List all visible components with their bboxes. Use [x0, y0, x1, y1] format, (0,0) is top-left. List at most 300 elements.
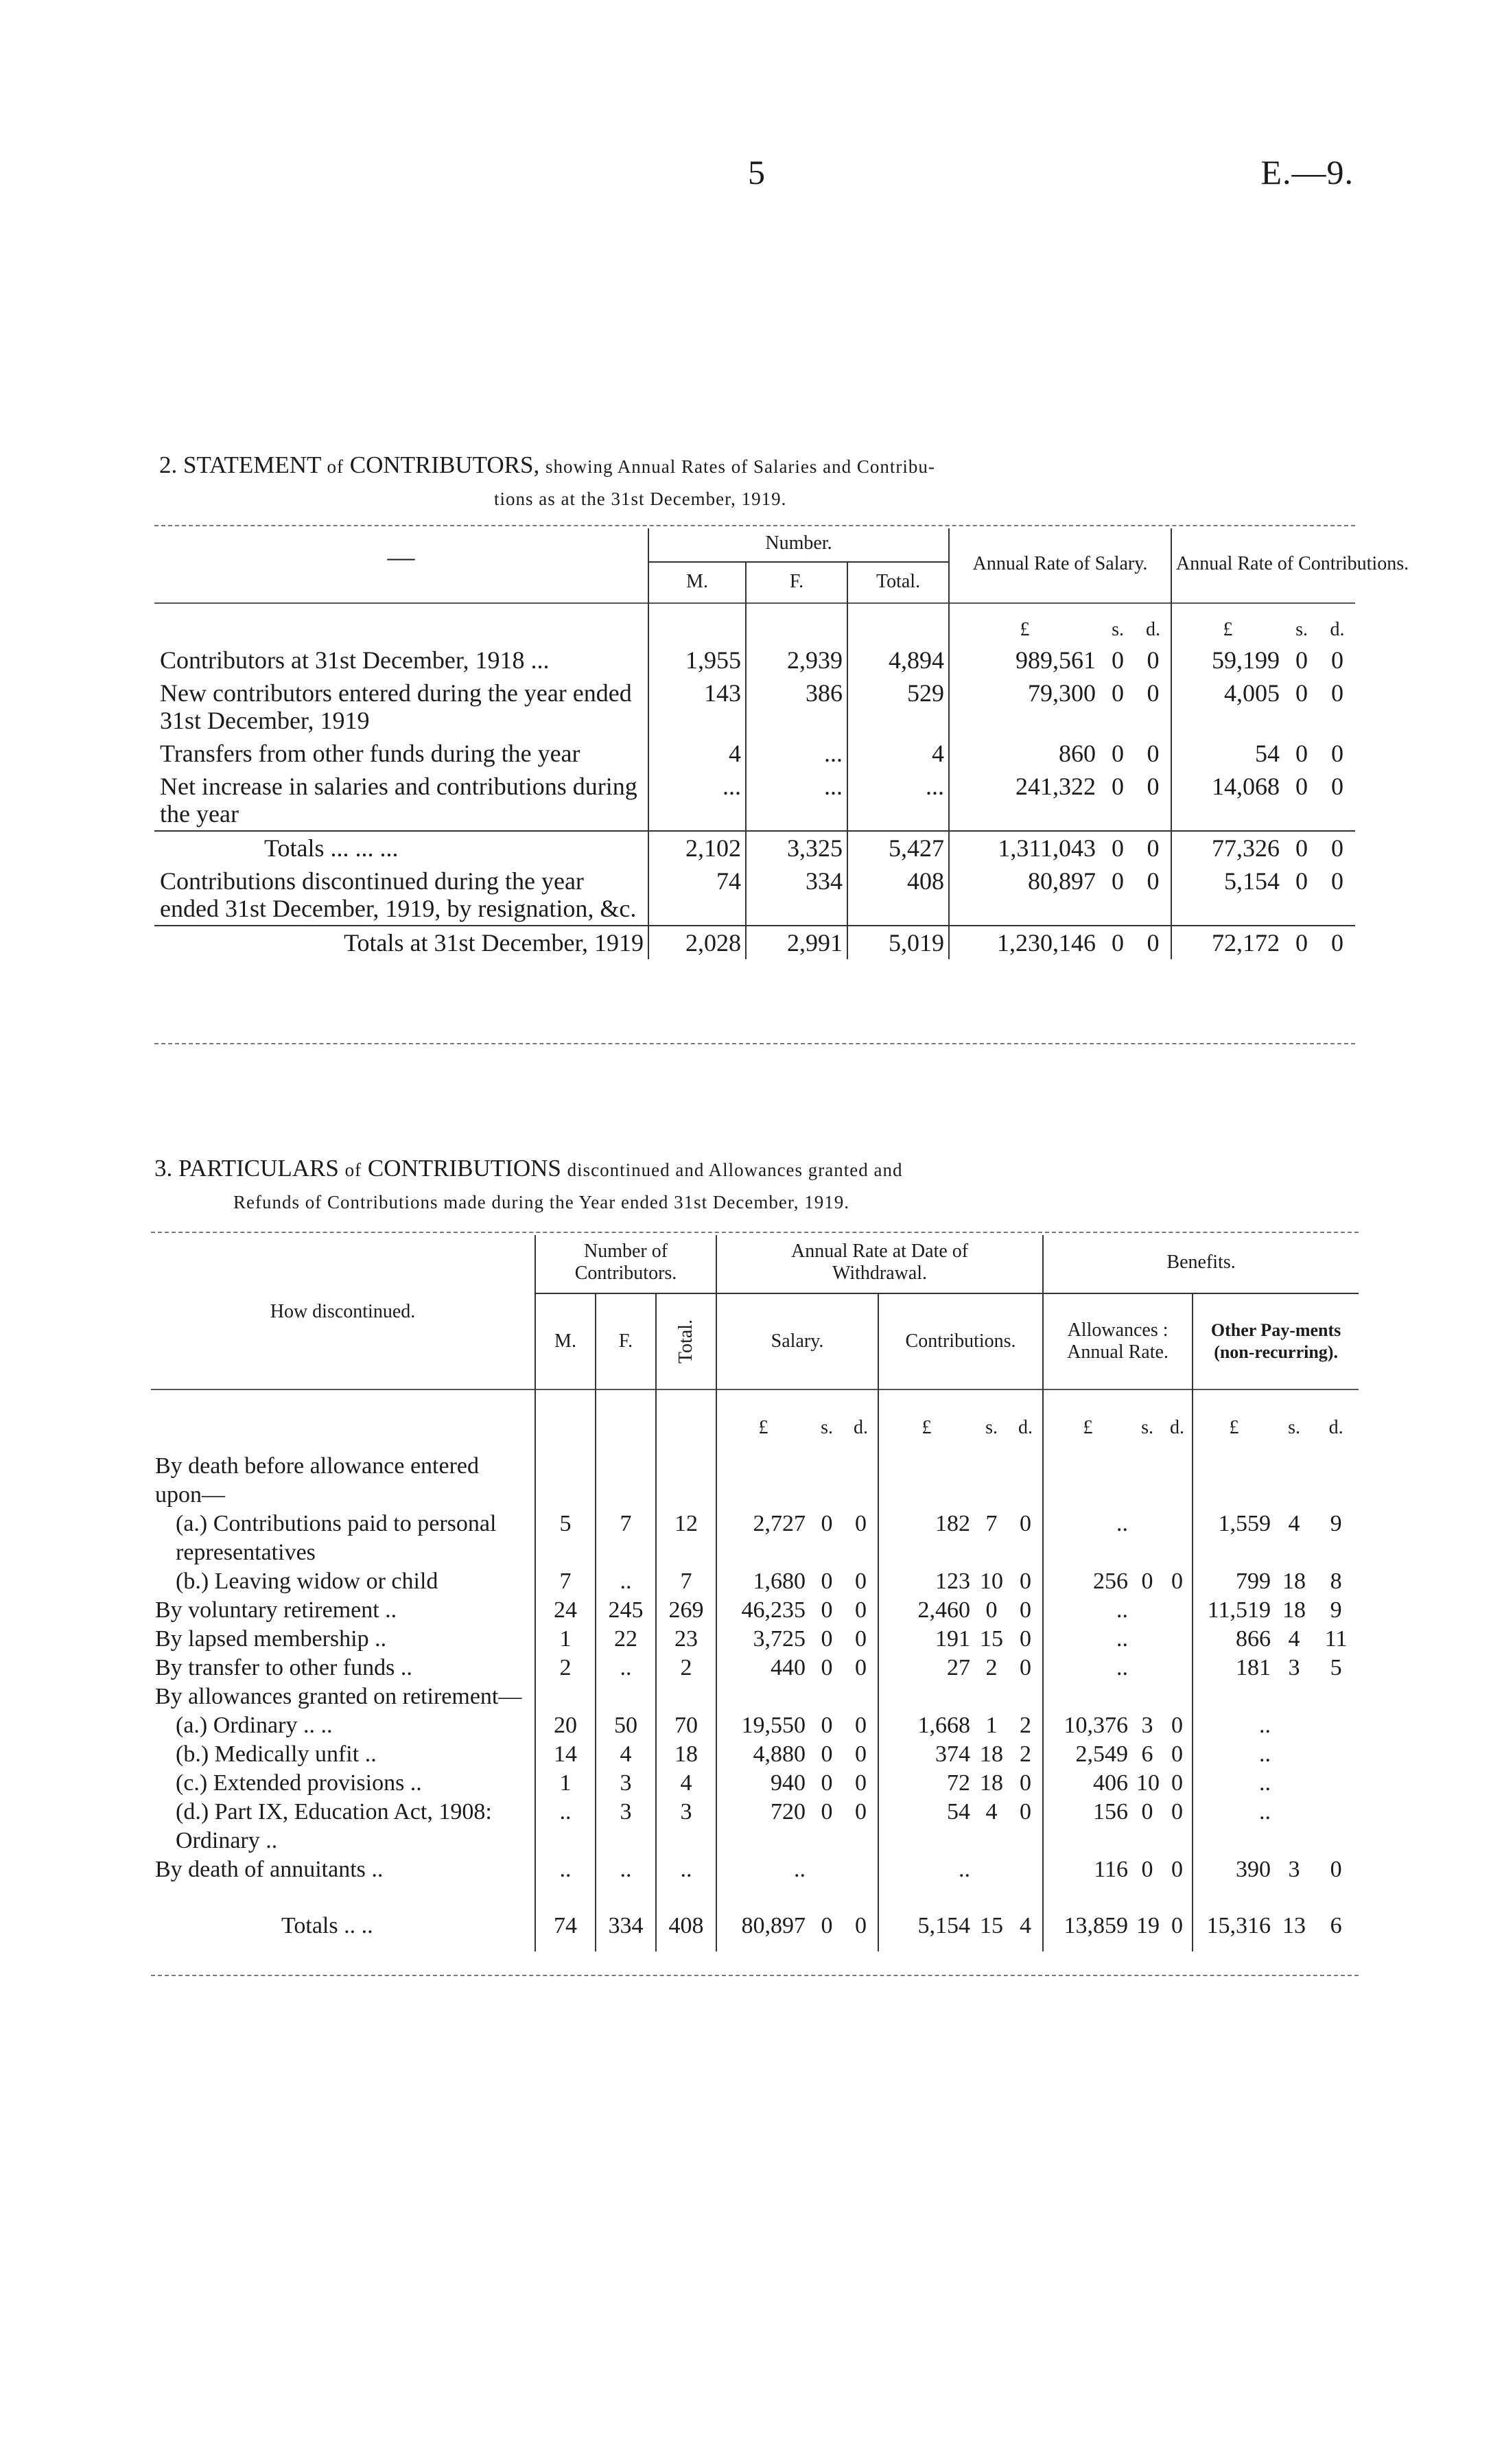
table2-cell-sal: 989,561 — [949, 644, 1100, 677]
table3-cell-ot: 15,316 — [1193, 1884, 1275, 1951]
table3-cell-as — [1132, 1682, 1162, 1711]
table3-cell-al: .. — [1043, 1596, 1132, 1625]
table3-cell-label: By transfer to other funds .. — [155, 1655, 412, 1680]
table3-cell-f: 4 — [596, 1740, 656, 1769]
table2-cell-f: 2,939 — [746, 644, 847, 677]
table3-cell-con — [878, 1442, 974, 1510]
table3-cell-od: 11 — [1324, 1626, 1348, 1652]
table2-cell-con: 14,068 — [1171, 770, 1284, 831]
table3-cell-con: 5,154 — [878, 1884, 974, 1951]
table2-unit-row — [154, 603, 1355, 644]
table3-cell-al — [1043, 1682, 1132, 1711]
table3-unit-al-d: d. — [1170, 1417, 1185, 1438]
table3-cell-label: (b.) Leaving widow or child — [176, 1569, 438, 1594]
table2-cell-ss: 0 — [1112, 740, 1125, 767]
table3-cell-sal: 46,235 — [716, 1596, 810, 1625]
table3-cell-label: By death of annuitants .. — [155, 1857, 384, 1882]
table2-row — [154, 770, 1355, 831]
table3-cell-f: 245 — [596, 1596, 656, 1625]
table3-row — [151, 1682, 1359, 1711]
table3-cell-od — [1313, 1798, 1359, 1855]
table3-cell-as: 0 — [1141, 1569, 1153, 1594]
table3-cell-os — [1275, 1798, 1313, 1855]
table3-cell-as — [1132, 1442, 1162, 1510]
table3-cell-sd: 0 — [855, 1770, 867, 1796]
table3-row — [151, 1884, 1359, 1951]
table3-cell-ad: 0 — [1171, 1799, 1184, 1824]
table2-cell-sal: 79,300 — [949, 677, 1100, 737]
table3-cell-ot: .. — [1193, 1711, 1275, 1740]
table2-row — [154, 831, 1355, 865]
table2-cell-cd: 0 — [1331, 867, 1344, 895]
table2-cell-cs: 0 — [1295, 773, 1308, 800]
table3-cell-ss: 0 — [821, 1569, 833, 1594]
table2-cell-sal: 80,897 — [949, 865, 1100, 926]
table3-cell-as: 10 — [1136, 1770, 1160, 1796]
table2-cell-f: ... — [746, 737, 847, 770]
table3-cell-sal: 3,725 — [716, 1625, 810, 1654]
table3-cell-con — [878, 1682, 974, 1711]
table3-cell-f: 334 — [596, 1884, 656, 1951]
table3-cell-ot: 11,519 — [1193, 1596, 1275, 1625]
table3-cell-ad — [1162, 1442, 1193, 1510]
table3-cell-cd: 4 — [1020, 1913, 1032, 1938]
table3-cell-t: 408 — [656, 1884, 716, 1951]
table3-cell-sal: .. — [716, 1855, 810, 1884]
table2-title-num: 2. STATEMENT — [159, 451, 321, 478]
table2-unit-m — [648, 603, 746, 644]
table2-unit-f — [746, 603, 847, 644]
table3-cell-os: 4 — [1288, 1626, 1300, 1652]
table3-title-num: 3. PARTICULARS — [154, 1155, 339, 1182]
table3-cell-cs: 15 — [980, 1626, 1004, 1652]
table2-cell-f: 334 — [746, 865, 847, 926]
table3-cell-ot: 181 — [1193, 1654, 1275, 1682]
table3-cell-ss: 0 — [821, 1713, 833, 1738]
table3-cell-as: 6 — [1141, 1741, 1153, 1767]
table3-cell-sd — [844, 1682, 878, 1711]
table2-cell-ss: 0 — [1100, 831, 1136, 865]
table3-cell-od: 8 — [1330, 1569, 1342, 1594]
table3-cell-as — [1132, 1510, 1162, 1567]
table3-cell-al: 156 — [1043, 1798, 1132, 1855]
table2-cell-cd: 0 — [1331, 740, 1344, 767]
table2-cell-t: 408 — [847, 865, 949, 926]
table2-title-main: CONTRIBUTORS, — [349, 451, 540, 478]
table3-cell-ad — [1162, 1654, 1193, 1682]
table3-cell-al: 10,376 — [1043, 1711, 1132, 1740]
table2-header-f: F. — [746, 562, 847, 603]
table2-unit-d: d. — [1146, 619, 1161, 640]
table3-cell-as — [1132, 1625, 1162, 1654]
table3-cell-f: 50 — [596, 1711, 656, 1740]
table2-unit-blank — [154, 603, 648, 644]
table3-cell-os: 18 — [1282, 1569, 1306, 1594]
table3-unit-sal-d: d. — [854, 1417, 869, 1438]
table3-cell-od: 9 — [1330, 1511, 1342, 1536]
table2-unit-s2: s. — [1295, 619, 1308, 640]
table2-cell-sd: 0 — [1147, 867, 1160, 895]
table3-cell-os — [1275, 1711, 1313, 1740]
table2-cell-m: ... — [648, 770, 746, 831]
table2-header-number: Number. — [648, 528, 949, 562]
table3-cell-m: 20 — [535, 1711, 596, 1740]
table2-header-dash: — — [387, 541, 415, 572]
table3-cell-al: .. — [1043, 1625, 1132, 1654]
table3-header-other: Other Pay-ments (non-recurring). — [1193, 1293, 1359, 1389]
table3-cell-ss: 0 — [821, 1741, 833, 1767]
table3-cell-label: (c.) Extended provisions .. — [176, 1770, 422, 1796]
table3-cell-sal: 440 — [716, 1654, 810, 1682]
table2-cell-con: 4,005 — [1171, 677, 1284, 737]
table2-cell-sd: 0 — [1147, 646, 1160, 674]
table3-header-total-text: Total. — [675, 1319, 697, 1364]
table3-cell-t: 2 — [656, 1654, 716, 1682]
table3-cell-sal — [716, 1442, 810, 1510]
table3-cell-t: 4 — [656, 1769, 716, 1798]
table3-cell-con: 54 — [878, 1798, 974, 1855]
table3-cell-ad: 0 — [1171, 1741, 1184, 1767]
table3-unit-ot-s: s. — [1288, 1417, 1300, 1438]
table3-row — [151, 1769, 1359, 1798]
table3-header-salary: Salary. — [716, 1293, 878, 1389]
table3-cell-as: 19 — [1136, 1913, 1160, 1938]
table3-cell-sal: 2,727 — [716, 1510, 810, 1567]
table3-cell-od: 5 — [1330, 1655, 1342, 1680]
table2-unit-pound: £ — [949, 603, 1100, 644]
table3-cell-os — [1275, 1740, 1313, 1769]
table3-cell-cd — [1009, 1442, 1043, 1510]
table2-cell-con: 54 — [1171, 737, 1284, 770]
table3-cell-ad — [1162, 1510, 1193, 1567]
table3-cell-od: 6 — [1330, 1913, 1342, 1938]
table3-row — [151, 1855, 1359, 1884]
table2-cell-f: 386 — [746, 677, 847, 737]
table3-cell-sal: 80,897 — [716, 1884, 810, 1951]
table3-cell-label: Totals .. .. — [281, 1913, 373, 1938]
table3-cell-cd: 0 — [1020, 1770, 1032, 1796]
table2-cell-ss: 0 — [1100, 926, 1136, 959]
table2-title-rest2: tions as at the 31st December, 1919. — [494, 489, 787, 509]
table2-cell-ss: 0 — [1112, 646, 1125, 674]
table3-cell-cd: 0 — [1020, 1799, 1032, 1824]
table2-top-rule — [154, 525, 1355, 526]
table3-cell-sal: 4,880 — [716, 1740, 810, 1769]
table3-unit-con-d: d. — [1018, 1417, 1033, 1438]
table2-cell-cd: 0 — [1319, 831, 1355, 865]
table3-cell-cd — [1009, 1855, 1043, 1884]
table3-cell-m: 2 — [535, 1654, 596, 1682]
table2-cell-label: Contributions discontinued during the year ended 31st December, 1919, by resignation, &c. — [160, 867, 637, 922]
table3-cell-m: 74 — [535, 1884, 596, 1951]
table2-header-blank — [154, 528, 648, 603]
table2-cell-f: 3,325 — [746, 831, 847, 865]
table3-cell-cs: 15 — [980, 1913, 1004, 1938]
table3-unit-al-s: s. — [1141, 1417, 1153, 1438]
table3-header-allowances: Allowances : Annual Rate. — [1043, 1293, 1193, 1389]
table3-cell-ss: 0 — [821, 1799, 833, 1824]
table2-cell-label: Totals at 31st December, 1919 — [154, 926, 648, 959]
table2-header-total: Total. — [847, 562, 949, 603]
table3-cell-ad — [1162, 1596, 1193, 1625]
table3-cell-od — [1313, 1740, 1359, 1769]
table3-header-f: F. — [596, 1293, 656, 1389]
table2-cell-ss: 0 — [1112, 773, 1125, 800]
table3-title-rest2: Refunds of Contributions made during the Year ended 31st December, 1919. — [233, 1192, 850, 1212]
table3-cell-label: (a.) Ordinary .. .. — [176, 1713, 333, 1738]
table3-cell-od — [1313, 1711, 1359, 1740]
table3-cell-con: 27 — [878, 1654, 974, 1682]
table3-cell-m — [535, 1442, 596, 1510]
table3-particulars — [151, 1235, 1359, 1951]
table3-unit-con-s: s. — [985, 1417, 998, 1438]
table3-cell-ss: 0 — [821, 1511, 833, 1536]
table3-header-benefits: Benefits. — [1043, 1235, 1359, 1293]
table3-cell-m: 1 — [535, 1769, 596, 1798]
table3-cell-label: (d.) Part IX, Education Act, 1908: Ordinary .. — [176, 1799, 492, 1853]
table3-cell-con: 191 — [878, 1625, 974, 1654]
table2-cell-sal: 1,311,043 — [949, 831, 1100, 865]
table2-cell-cd: 0 — [1319, 926, 1355, 959]
table3-cell-ot: .. — [1193, 1769, 1275, 1798]
table3-cell-cs: 18 — [980, 1770, 1004, 1796]
table3-cell-os — [1275, 1769, 1313, 1798]
table3-unit-t — [656, 1389, 716, 1442]
table3-cell-cd: 2 — [1020, 1713, 1032, 1738]
table2-cell-t: 4 — [847, 737, 949, 770]
table3-unit-ot-pound: £ — [1193, 1389, 1275, 1442]
table3-cell-ss — [810, 1855, 844, 1884]
table3-cell-cd: 0 — [1020, 1511, 1032, 1536]
table3-cell-al: 13,859 — [1043, 1884, 1132, 1951]
table3-cell-al: 116 — [1043, 1855, 1132, 1884]
table2-cell-m: 2,102 — [648, 831, 746, 865]
table3-cell-label: By voluntary retirement .. — [155, 1597, 397, 1623]
table3-cell-as: 0 — [1141, 1799, 1153, 1824]
table3-cell-ss: 0 — [821, 1655, 833, 1680]
table2-cell-label: New contributors entered during the year ended 31st December, 1919 — [160, 679, 632, 734]
table2-cell-sd: 0 — [1147, 740, 1160, 767]
table3-cell-m: 1 — [535, 1625, 596, 1654]
table3-cell-al: 2,549 — [1043, 1740, 1132, 1769]
table3-cell-ot — [1193, 1442, 1275, 1510]
table2-cell-t: 5,427 — [847, 831, 949, 865]
table3-cell-f: 22 — [596, 1625, 656, 1654]
table3-cell-as — [1132, 1654, 1162, 1682]
table3-cell-ss: 0 — [821, 1597, 833, 1623]
table3-unit-blank — [151, 1389, 535, 1442]
table3-row — [151, 1654, 1359, 1682]
table3-cell-os — [1275, 1682, 1313, 1711]
table3-cell-ot: 390 — [1193, 1855, 1275, 1884]
table3-cell-con: 123 — [878, 1567, 974, 1596]
table3-cell-con: 72 — [878, 1769, 974, 1798]
table2-cell-cs: 0 — [1284, 926, 1319, 959]
table3-cell-sd — [844, 1855, 878, 1884]
table3-cell-label: By allowances granted on retirement— — [155, 1684, 522, 1709]
table3-cell-cs: 18 — [980, 1741, 1004, 1767]
table3-cell-f: 3 — [596, 1769, 656, 1798]
table2-cell-con: 5,154 — [1171, 865, 1284, 926]
table3-cell-sd: 0 — [855, 1655, 867, 1680]
table3-cell-cs — [974, 1855, 1009, 1884]
table2-row — [154, 926, 1355, 959]
table2-cell-m: 2,028 — [648, 926, 746, 959]
table3-cell-cd: 0 — [1020, 1626, 1032, 1652]
table2-cell-t: 4,894 — [847, 644, 949, 677]
table3-cell-sal: 1,680 — [716, 1567, 810, 1596]
table2-header-salary: Annual Rate of Salary. — [949, 528, 1171, 603]
table3-cell-m — [535, 1682, 596, 1711]
table2-header-contrib: Annual Rate of Contributions. — [1171, 528, 1355, 603]
table3-cell-ad: 0 — [1171, 1913, 1184, 1938]
table2-cell-cs: 0 — [1295, 740, 1308, 767]
table3-row — [151, 1625, 1359, 1654]
table3-header-contributions: Contributions. — [878, 1293, 1043, 1389]
table2-cell-sal: 860 — [949, 737, 1100, 770]
table3-cell-ad: 0 — [1171, 1569, 1184, 1594]
table2-body — [154, 644, 1355, 959]
table3-cell-ot: .. — [1193, 1740, 1275, 1769]
table3-cell-os: 18 — [1282, 1597, 1306, 1623]
table3-cell-ss — [810, 1682, 844, 1711]
table3-cell-cs: 2 — [985, 1655, 998, 1680]
table3-cell-ot: .. — [1193, 1798, 1275, 1855]
table2-cell-sd: 0 — [1147, 679, 1160, 707]
table3-cell-f — [596, 1682, 656, 1711]
table3-top-rule — [151, 1232, 1359, 1233]
table3-cell-sd: 0 — [855, 1569, 867, 1594]
document-reference: E.—9. — [1260, 153, 1354, 191]
table3-cell-ot: 799 — [1193, 1567, 1275, 1596]
table2-cell-m: 74 — [648, 865, 746, 926]
table3-cell-al: .. — [1043, 1654, 1132, 1682]
table2-cell-label: Net increase in salaries and contributions during the year — [160, 773, 637, 828]
table3-header-annual-rate: Annual Rate at Date of Withdrawal. — [716, 1235, 1043, 1293]
table2-cell-cd: 0 — [1331, 646, 1344, 674]
table3-cell-os: 3 — [1288, 1857, 1300, 1882]
table3-cell-sal: 720 — [716, 1798, 810, 1855]
table2-cell-cs: 0 — [1295, 646, 1308, 674]
table2-cell-f: 2,991 — [746, 926, 847, 959]
table3-cell-t: 70 — [656, 1711, 716, 1740]
table2-row — [154, 865, 1355, 926]
table2-title-rest1: showing Annual Rates of Salaries and Contribu- — [545, 456, 935, 477]
table3-cell-m: 24 — [535, 1596, 596, 1625]
table2-cell-cs: 0 — [1295, 679, 1308, 707]
table3-cell-as — [1132, 1596, 1162, 1625]
table3-cell-label: (b.) Medically unfit .. — [176, 1741, 377, 1767]
table3-unit-con-pound: £ — [878, 1389, 974, 1442]
table3-cell-cd: 2 — [1020, 1741, 1032, 1767]
table3-cell-t: 23 — [656, 1625, 716, 1654]
table3-row — [151, 1567, 1359, 1596]
table3-cell-t: 18 — [656, 1740, 716, 1769]
table2-unit-t — [847, 603, 949, 644]
table2-cell-t: 529 — [847, 677, 949, 737]
table3-cell-od — [1313, 1442, 1359, 1510]
table3-cell-m: .. — [535, 1855, 596, 1884]
table3-body — [151, 1442, 1359, 1951]
table3-cell-label: By death before allowance entered upon— — [155, 1453, 479, 1507]
table3-cell-f: .. — [596, 1654, 656, 1682]
table3-cell-od: 9 — [1330, 1597, 1342, 1623]
table3-cell-ot: 1,559 — [1193, 1510, 1275, 1567]
table3-title-main: CONTRIBUTIONS — [367, 1155, 561, 1182]
table3-cell-t: 3 — [656, 1798, 716, 1855]
table3-cell-cs: 7 — [985, 1511, 998, 1536]
table3-row — [151, 1510, 1359, 1567]
table3-cell-cs: 10 — [980, 1569, 1004, 1594]
table3-unit-row — [151, 1389, 1359, 1442]
table3-row — [151, 1711, 1359, 1740]
table3-cell-t: 12 — [656, 1510, 716, 1567]
table3-cell-sal — [716, 1682, 810, 1711]
table3-cell-ad — [1162, 1625, 1193, 1654]
table2-cell-label: Transfers from other funds during the year — [160, 740, 580, 767]
table3-bottom-rule — [151, 1975, 1359, 1976]
table3-row — [151, 1740, 1359, 1769]
table3-cell-t: 269 — [656, 1596, 716, 1625]
table3-cell-con: .. — [878, 1855, 974, 1884]
table2-cell-ss: 0 — [1112, 867, 1125, 895]
table3-unit-al-pound: £ — [1043, 1389, 1132, 1442]
table2-cell-t: 5,019 — [847, 926, 949, 959]
table3-cell-ss: 0 — [821, 1770, 833, 1796]
table3-header-row1 — [151, 1235, 1359, 1293]
table3-row — [151, 1596, 1359, 1625]
table3-cell-al: 256 — [1043, 1567, 1132, 1596]
table3-cell-f: .. — [596, 1855, 656, 1884]
table3-cell-sd — [844, 1442, 878, 1510]
table3-cell-sd: 0 — [855, 1511, 867, 1536]
table3-cell-m: 14 — [535, 1740, 596, 1769]
table3-cell-con: 182 — [878, 1510, 974, 1567]
table3-cell-as: 3 — [1141, 1713, 1153, 1738]
table3-cell-od — [1313, 1769, 1359, 1798]
table3-unit-ot-d: d. — [1328, 1417, 1343, 1438]
table3-cell-t — [656, 1442, 716, 1510]
table2-cell-cd: 0 — [1331, 773, 1344, 800]
table2-cell-cs: 0 — [1295, 867, 1308, 895]
table3-cell-con: 1,668 — [878, 1711, 974, 1740]
table2-cell-label: Contributors at 31st December, 1918 ... — [160, 646, 550, 674]
table3-cell-cd: 0 — [1020, 1655, 1032, 1680]
table3-cell-sd: 0 — [855, 1913, 867, 1938]
table3-cell-sd: 0 — [855, 1713, 867, 1738]
table3-cell-al: 406 — [1043, 1769, 1132, 1798]
table3-cell-t: .. — [656, 1855, 716, 1884]
table3-cell-m: .. — [535, 1798, 596, 1855]
table3-cell-al — [1043, 1442, 1132, 1510]
table3-unit-f — [596, 1389, 656, 1442]
table3-cell-sd: 0 — [855, 1741, 867, 1767]
table3-header-how: How discontinued. — [270, 1301, 416, 1322]
table3-cell-sd: 0 — [855, 1626, 867, 1652]
page-number: 5 — [748, 153, 765, 191]
table2-title-of: of — [327, 456, 344, 477]
table3-cell-f: 3 — [596, 1798, 656, 1855]
table2-cell-m: 1,955 — [648, 644, 746, 677]
table3-cell-ad: 0 — [1171, 1713, 1184, 1738]
table3-cell-sd: 0 — [855, 1597, 867, 1623]
table3-cell-cd: 0 — [1020, 1597, 1032, 1623]
table2-cell-sd: 0 — [1136, 926, 1171, 959]
table3-cell-m: 7 — [535, 1567, 596, 1596]
table3-cell-os: 3 — [1288, 1655, 1300, 1680]
table2-cell-m: 4 — [648, 737, 746, 770]
table3-header-total — [656, 1293, 716, 1389]
